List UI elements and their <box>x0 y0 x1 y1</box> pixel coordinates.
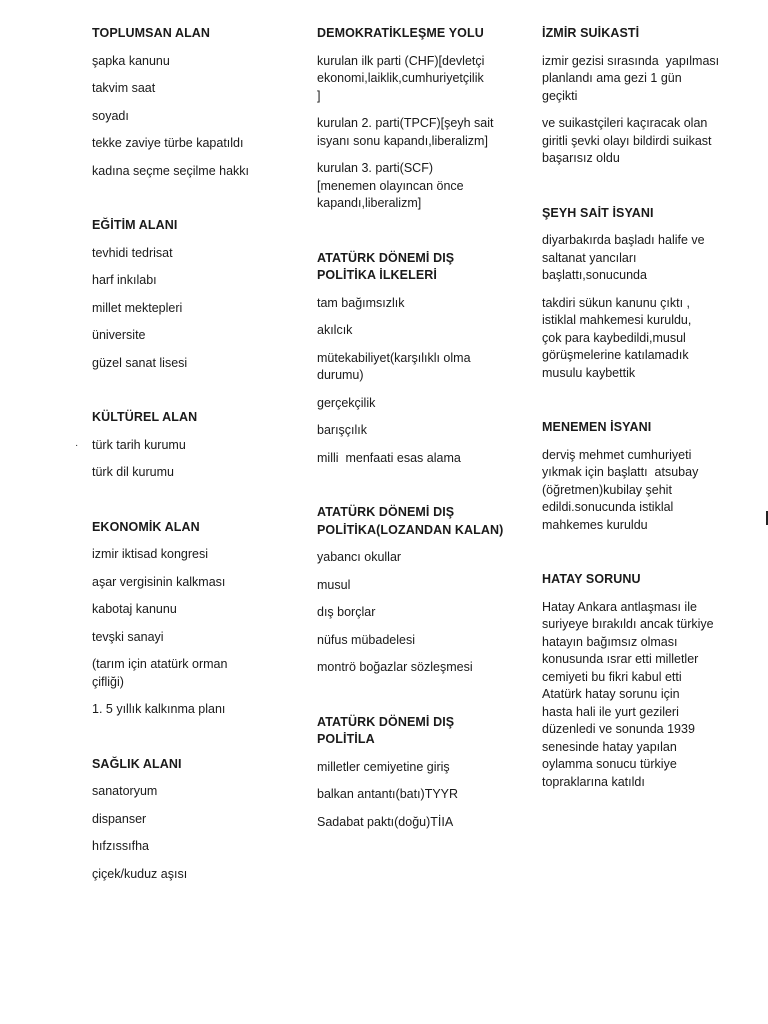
list-item-text: üniversite <box>92 328 146 342</box>
section-gap <box>542 178 728 205</box>
section <box>92 756 292 884</box>
list-item <box>92 574 292 592</box>
list-item <box>317 350 507 385</box>
list-item <box>317 759 507 777</box>
list-item <box>317 422 507 440</box>
section <box>92 519 292 719</box>
list-item <box>92 629 292 647</box>
list-item <box>317 322 507 340</box>
list-item-text: takdiri sükun kanunu çıktı , istiklal mahkemesi kuruldu, çok para kaybedildi,musul görüşmelerine katılamadık musulu kaybettik <box>542 295 692 380</box>
section <box>92 217 292 372</box>
list-item <box>92 53 292 71</box>
bullet-mark: · <box>75 439 79 451</box>
section <box>542 571 728 791</box>
list-item-text: 1. 5 yıllık kalkınma planı <box>92 702 226 716</box>
list-item-text: mütekabiliyet(karşılıklı olma durumu) <box>317 350 471 382</box>
list-item <box>317 814 507 832</box>
section-gap <box>317 477 507 504</box>
list-item-text: balkan antantı(batı)TYYR <box>317 787 459 801</box>
list-item-text: çiçek/kuduz aşısı <box>92 866 188 881</box>
list-item-text: dış borçlar <box>317 605 376 619</box>
list-item-text: sanatoryum <box>92 784 158 798</box>
list-item-text: aşar vergisinin kalkması <box>92 574 226 589</box>
section-heading: HATAY SORUNU <box>542 572 641 586</box>
list-item-text: takvim saat <box>92 81 156 95</box>
section <box>542 205 728 383</box>
list-item <box>92 135 292 153</box>
list-item-text: izmir gezisi sırasında yapılması planlandı ama gezi 1 gün geçikti <box>542 53 720 103</box>
list-item-text: kurulan 2. parti(TPCF)[şeyh sait isyanı sonu kapandı,liberalizm] <box>317 116 494 148</box>
list-item-text: güzel sanat lisesi <box>92 355 188 370</box>
list-item-text: türk dil kurumu <box>92 465 174 479</box>
section-gap <box>317 223 507 250</box>
list-item <box>92 108 292 126</box>
list-item <box>542 447 728 535</box>
section <box>317 714 507 832</box>
list-item-text: kabotaj kanunu <box>92 602 177 616</box>
list-item <box>317 115 507 150</box>
section <box>92 25 292 180</box>
list-item <box>92 811 292 829</box>
list-item <box>317 659 507 677</box>
section-heading: TOPLUMSAN ALAN <box>92 26 211 40</box>
section <box>542 25 728 168</box>
list-item-text: Sadabat paktı(doğu)TİIA <box>317 814 454 829</box>
list-item-text: gerçekçilik <box>317 395 376 410</box>
list-item-text: ve suikastçileri kaçıracak olan giritli şevki olayı bildirdi suikast başarısız oldu <box>542 116 712 165</box>
section-gap <box>92 382 292 409</box>
column-3 <box>542 25 728 801</box>
list-item <box>92 464 292 482</box>
list-item <box>317 604 507 622</box>
list-item-text: Hatay Ankara antlaşması ile suriyeye bırakıldı ancak türkiye hatayın bağımsız olması konusunda ısrar etti milletler cemiyeti bu fikri kabul etti Atatürk hatay sorunu için hasta hali ile yurt gezileri düzenledi ve sonunda 1939 senesinde hatay yapılan oylamma sonucu türkiye topraklarına katıldı <box>542 599 714 789</box>
list-item-text: barışçılık <box>317 423 368 437</box>
section-gap <box>542 392 728 419</box>
list-item <box>317 160 507 213</box>
list-item <box>317 577 507 595</box>
section-heading: MENEMEN İSYANI <box>542 420 652 434</box>
list-item-text: diyarbakırda başladı halife ve saltanat yancıları başlattı,sonucunda <box>542 233 705 282</box>
list-item <box>92 701 292 719</box>
list-item <box>317 450 507 468</box>
section-heading: KÜLTÜREL ALAN <box>92 410 198 424</box>
list-item <box>542 599 728 792</box>
section-heading: İZMİR SUİKASTİ <box>542 26 640 40</box>
list-item-text: hıfzıssıfha <box>92 839 149 853</box>
list-item <box>92 656 292 691</box>
column-1 <box>75 25 292 893</box>
list-item-text: (tarım için atatürk orman çifliği) <box>92 657 228 689</box>
list-item <box>542 115 728 168</box>
list-item <box>317 549 507 567</box>
list-item-text: millet mektepleri <box>92 300 183 315</box>
section-heading: SAĞLIK ALANI <box>92 756 182 771</box>
list-item <box>542 53 728 106</box>
list-item-text: kurulan ilk parti (CHF)[devletçi ekonomi,laiklik,cumhuriyetçilik ] <box>317 53 485 103</box>
section <box>75 409 292 482</box>
list-item-text: musul <box>317 577 351 592</box>
list-item <box>92 272 292 290</box>
section-gap <box>317 687 507 714</box>
section <box>317 25 507 213</box>
list-item <box>92 163 292 181</box>
list-item-text: kurulan 3. parti(SCF) [menemen olayıncan önce kapandı,liberalizm] <box>317 161 464 210</box>
section-heading: EĞİTİM ALANI <box>92 218 178 232</box>
list-item-text: tam bağımsızlık <box>317 295 405 310</box>
list-item-text: dispanser <box>92 811 147 826</box>
list-item-text: tevhidi tedrisat <box>92 245 173 260</box>
list-item <box>542 295 728 383</box>
list-item <box>75 437 292 455</box>
list-item <box>317 295 507 313</box>
list-item <box>317 53 507 106</box>
list-item <box>92 355 292 373</box>
section-heading: ATATÜRK DÖNEMİ DIŞ POLİTİLA <box>317 714 455 746</box>
list-item-text: milletler cemiyetine giriş <box>317 759 450 774</box>
list-item-text: nüfus mübadelesi <box>317 632 415 647</box>
section-heading: DEMOKRATİKLEŞME YOLU <box>317 26 484 40</box>
section-heading: ATATÜRK DÖNEMİ DIŞ POLİTİKA(LOZANDAN KALAN) <box>317 505 504 537</box>
list-item <box>317 395 507 413</box>
section-gap <box>92 190 292 217</box>
section-gap <box>92 729 292 756</box>
list-item-text: türk tarih kurumu <box>92 437 186 452</box>
section-heading: EKONOMİK ALAN <box>92 519 200 534</box>
list-item <box>92 80 292 98</box>
list-item-text: akılcık <box>317 323 353 337</box>
list-item-text: kadına seçme seçilme hakkı <box>92 163 250 178</box>
list-item-text: tekke zaviye türbe kapatıldı <box>92 136 244 150</box>
list-item <box>92 300 292 318</box>
list-item <box>92 866 292 884</box>
list-item <box>92 783 292 801</box>
list-item-text: harf inkılabı <box>92 273 157 287</box>
list-item-text: tevşki sanayi <box>92 629 164 644</box>
column-2 <box>317 25 507 841</box>
list-item-text: milli menfaati esas alama <box>317 450 461 465</box>
list-item <box>92 245 292 263</box>
section-heading: ŞEYH SAİT İSYANI <box>542 205 654 220</box>
list-item <box>317 786 507 804</box>
section <box>542 419 728 534</box>
section <box>317 504 507 677</box>
list-item-text: izmir iktisad kongresi <box>92 547 209 561</box>
list-item-text: şapka kanunu <box>92 53 170 68</box>
section <box>317 250 507 468</box>
list-item-text: derviş mehmet cumhuriyeti yıkmak için başlattı atsubay (öğretmen)kubilay şehit edildi.sonucunda istiklal mahkemes kuruldu <box>542 447 699 532</box>
list-item <box>317 632 507 650</box>
list-item <box>92 601 292 619</box>
section-heading: ATATÜRK DÖNEMİ DIŞ POLİTİKA İLKELERİ <box>317 250 455 282</box>
list-item <box>92 838 292 856</box>
list-item-text: montrö boğazlar sözleşmesi <box>317 660 473 674</box>
list-item-text: yabancı okullar <box>317 550 402 564</box>
list-item <box>542 232 728 285</box>
section-gap <box>92 492 292 519</box>
list-item <box>92 546 292 564</box>
list-item <box>92 327 292 345</box>
list-item-text: soyadı <box>92 108 129 123</box>
section-gap <box>542 544 728 571</box>
